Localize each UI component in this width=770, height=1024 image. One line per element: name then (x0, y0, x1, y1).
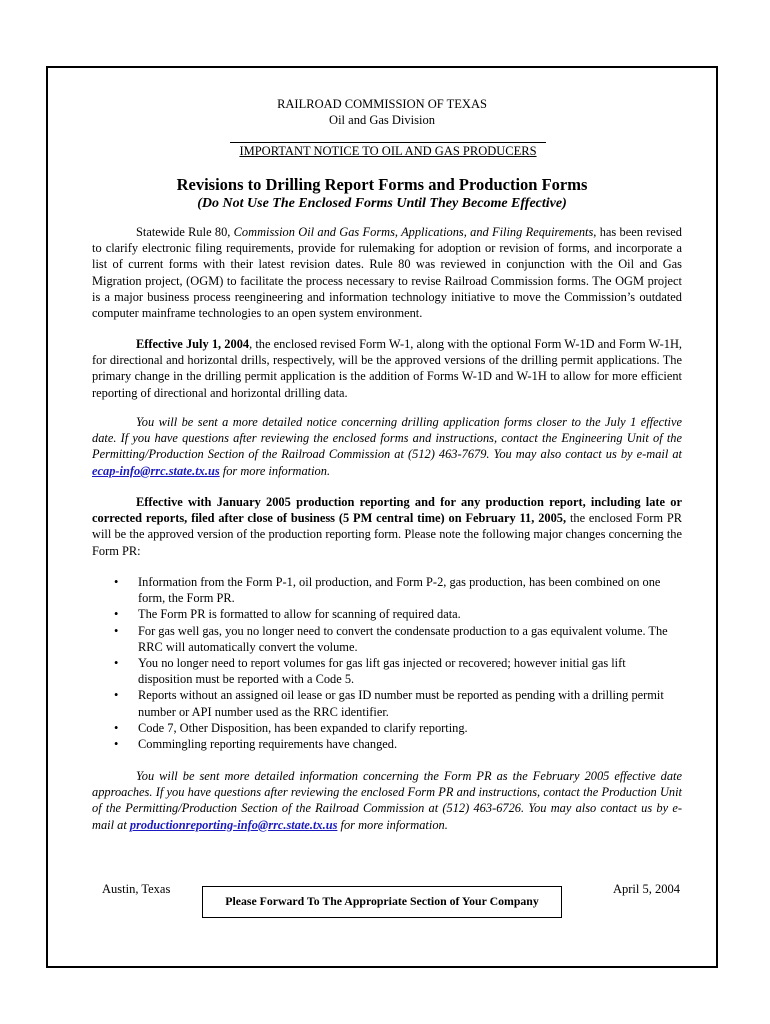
ecap-email-link[interactable]: ecap-info@rrc.state.tx.us (92, 463, 220, 478)
paragraph-drilling-forms: Effective July 1, 2004, the enclosed revised Form W-1, along with the optional Form W-1D and Form W-1H, for directional and horizontal drills, respectively, will be the approved versions of the drilling permit applications. The primary change in the drilling permit application is the addition of Forms W-1D and W-1H to allow for more efficient reporting of directional and horizontal drilling data. (92, 337, 682, 400)
notice-date: April 5, 2004 (612, 882, 680, 896)
list-item: • For gas well gas, you no longer need to convert the condensate production to a gas equivalent volume. The RRC will automatically convert the volume. (138, 623, 682, 655)
list-item: • Information from the Form P-1, oil production, and Form P-2, gas production, has been combined on one form, the Form PR. (138, 574, 682, 606)
effective-date-production: Effective with January 2005 production reporting and for any production report, including late or corrected reports, filed after close of business (5 PM central time) on February 11, 2005, (92, 495, 682, 526)
forward-notice-box: Please Forward To The Appropriate Section of Your Company (202, 886, 562, 918)
paragraph-production-contact: You will be sent more detailed information concerning the Form PR as the February 2005 effective date approaches. If you have questions after reviewing the enclosed Form PR and instructions, contact the Production Unit of the Permitting/Production Section of the Railroad Commission at (512) 463-6726. You may also contact us by e-mail at productionreporting-info@rrc.state.tx.us for more information. (92, 769, 682, 832)
paragraph-rule-80: Statewide Rule 80, Commission Oil and Gas Forms, Applications, and Filing Requirements, has been revised to clarify electronic filing requirements, provide for rulemaking for adoption or revision of forms, and incorporate a list of current forms with their latest revision dates. Rule 80 was reviewed in conjunction with the Oil and Gas Migration project, (OGM) to facilitate the process necessary to revise Railroad Commission forms. The OGM project is a major business process reengineering and information technology initiative to move the Commission’s outdated computer mainframe technologies to an open system environment. (92, 225, 683, 321)
division-name: Oil and Gas Division (329, 113, 435, 127)
form-pr-changes-list (92, 574, 682, 752)
list-item: • You no longer need to report volumes for gas lift gas injected or recovered; however initial gas lift disposition must be reported with a Code 5. (138, 655, 682, 687)
document-frame (46, 66, 718, 968)
list-item: • Code 7, Other Disposition, has been expanded to clarify reporting. (138, 720, 682, 736)
paragraph-production-forms: Effective with January 2005 production reporting and for any production report, including late or corrected reports, filed after close of business (5 PM central time) on February 11, 2005, the enclosed Form PR will be the approved version of the production reporting form. Please note the following major changes concerning the Form PR: (92, 495, 682, 558)
agency-name: RAILROAD COMMISSION OF TEXAS (277, 97, 487, 111)
effective-date-drilling: Effective July 1, 2004 (136, 337, 250, 351)
production-email-link[interactable]: productionreporting-info@rrc.state.tx.us (129, 817, 338, 832)
list-item: • Reports without an assigned oil lease or gas ID number must be reported as pending with a drilling permit number or API number used as the RRC identifier. (138, 687, 682, 719)
rule-title: Commission Oil and Gas Forms, Applications, and Filing Requirements (233, 225, 594, 239)
document-title: Revisions to Drilling Report Forms and Production Forms (176, 175, 588, 194)
list-item: • The Form PR is formatted to allow for scanning of required data. (138, 606, 682, 622)
important-notice-heading: IMPORTANT NOTICE TO OIL AND GAS PRODUCERS (230, 142, 546, 159)
location-text: Austin, Texas (102, 882, 171, 896)
list-item: • Commingling reporting requirements have changed. (138, 736, 682, 752)
paragraph-drilling-contact: You will be sent a more detailed notice concerning drilling application forms closer to the July 1 effective date. If you have questions after reviewing the enclosed forms and instructions, contact the Engineering Unit of the Permitting/Production Section of the Railroad Commission at (512) 463-7679. You may also contact us by e-mail at ecap-info@rrc.state.tx.us for more information. (92, 415, 682, 478)
document-subtitle: (Do Not Use The Enclosed Forms Until They Become Effective) (197, 196, 567, 211)
